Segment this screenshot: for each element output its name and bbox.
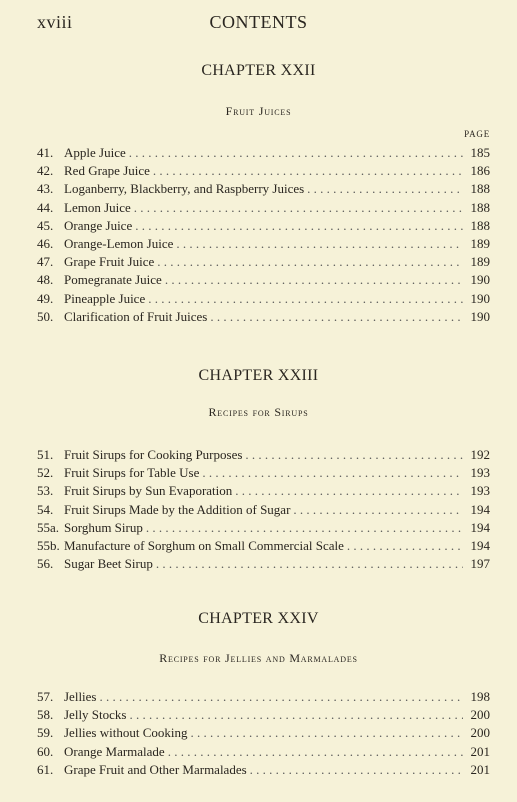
page-column-heading: PAGE [464, 129, 490, 139]
entry-page: 201 [470, 761, 490, 777]
toc-entry [37, 537, 490, 555]
dot-leader [129, 706, 463, 724]
entry-title: Pomegranate Juice [64, 272, 162, 288]
toc-entry [37, 519, 490, 537]
entry-title: Jellies without Cooking [64, 725, 188, 741]
toc-entry [37, 199, 490, 217]
entry-number: 44. [37, 199, 54, 215]
entry-number: 43. [37, 181, 54, 197]
dot-leader [135, 217, 463, 235]
running-title: CONTENTS [209, 12, 308, 32]
entry-page: 194 [470, 519, 490, 535]
chapter-heading: CHAPTER XXIII [198, 367, 319, 384]
toc-entry [37, 162, 490, 180]
entry-number: 45. [37, 217, 54, 233]
dot-leader [153, 162, 463, 180]
entry-number: 56. [37, 556, 54, 572]
dot-leader [165, 271, 463, 289]
dot-leader [202, 464, 463, 482]
entry-title: Sugar Beet Sirup [64, 556, 153, 572]
chapter-subtitle: Recipes for Sirups [208, 405, 309, 419]
entry-number: 61. [37, 761, 54, 777]
entry-title: Jellies [64, 689, 97, 704]
entry-title: Fruit Sirups for Cooking Purposes [64, 447, 243, 462]
toc-entry [37, 482, 490, 500]
chapter-heading: CHAPTER XXIV [198, 610, 319, 627]
entry-number: 57. [37, 689, 54, 704]
toc-entry [37, 253, 490, 271]
entry-page: 185 [470, 145, 490, 160]
entry-title: Lemon Juice [64, 199, 131, 215]
entry-page: 188 [470, 199, 490, 215]
dot-leader [176, 235, 463, 253]
toc-entry [37, 446, 490, 464]
chapter-subtitle: Fruit Juices [225, 104, 292, 118]
entry-number: 50. [37, 308, 54, 324]
entry-page: 193 [470, 483, 490, 499]
dot-leader [134, 199, 463, 217]
entry-number: 58. [37, 707, 54, 723]
entry-title: Apple Juice [64, 145, 126, 160]
toc-entry [37, 144, 490, 162]
toc-entry [37, 180, 490, 198]
dot-leader [250, 761, 463, 779]
entry-title: Sorghum Sirup [64, 519, 143, 535]
entry-number: 47. [37, 254, 54, 270]
entry-title: Orange Juice [64, 217, 133, 233]
dot-leader [210, 308, 463, 326]
toc-entry [37, 235, 490, 253]
dot-leader [347, 537, 463, 555]
entry-number: 41. [37, 145, 54, 160]
entry-number: 48. [37, 272, 54, 288]
entry-title: Fruit Sirups Made by the Addition of Sugar [64, 501, 291, 517]
toc-entry [37, 761, 490, 779]
toc-entry [37, 724, 490, 742]
entry-title: Loganberry, Blackberry, and Raspberry Juices [64, 181, 305, 197]
entry-title: Red Grape Juice [64, 163, 150, 179]
dot-leader [307, 180, 463, 198]
entry-title: Fruit Sirups by Sun Evaporation [64, 483, 233, 499]
entry-page: 190 [470, 308, 490, 324]
dot-leader [235, 482, 463, 500]
toc-entry [37, 217, 490, 235]
entry-number: 49. [37, 290, 54, 306]
entry-title: Grape Fruit Juice [64, 254, 155, 270]
entry-page: 201 [470, 743, 490, 759]
dot-leader [245, 446, 463, 464]
dot-leader [129, 144, 463, 162]
entry-page: 186 [470, 163, 490, 179]
dot-leader [156, 555, 463, 573]
entry-title: Manufacture of Sorghum on Small Commercial Scale [64, 537, 344, 553]
toc-entry [37, 555, 490, 573]
entry-page: 188 [470, 217, 490, 233]
entry-page: 188 [470, 181, 490, 197]
entry-page: 190 [470, 272, 490, 288]
dot-leader [148, 290, 463, 308]
entry-number: 59. [37, 725, 54, 741]
entry-title: Clarification of Fruit Juices [64, 308, 208, 324]
entry-number: 51. [37, 447, 54, 462]
toc-entry [37, 706, 490, 724]
chapter-subtitle: Recipes for Jellies and Marmalades [159, 651, 358, 665]
entry-number: 55a. [37, 519, 60, 535]
page-number: xviii [37, 12, 73, 32]
entry-page: 189 [470, 254, 490, 270]
chapter-heading: CHAPTER XXII [201, 62, 316, 79]
dot-leader [168, 743, 463, 761]
entry-page: 193 [470, 465, 490, 481]
toc-list [37, 446, 490, 573]
entry-page: 192 [470, 447, 490, 462]
entry-title: Orange Marmalade [64, 743, 165, 759]
dot-leader [191, 724, 464, 742]
entry-number: 46. [37, 235, 54, 251]
entry-page: 194 [470, 537, 490, 553]
entry-page: 198 [470, 689, 490, 704]
page-header [0, 12, 517, 36]
dot-leader [146, 519, 463, 537]
entry-title: Fruit Sirups for Table Use [64, 465, 200, 481]
entry-number: 53. [37, 483, 54, 499]
entry-number: 54. [37, 501, 54, 517]
dot-leader [293, 501, 463, 519]
entry-page: 200 [470, 725, 490, 741]
entry-page: 197 [470, 556, 490, 572]
toc-entry [37, 290, 490, 308]
entry-page: 194 [470, 501, 490, 517]
dot-leader [100, 688, 464, 706]
toc-entry [37, 308, 490, 326]
toc-entry [37, 464, 490, 482]
toc-list [37, 144, 490, 326]
entry-title: Pineapple Juice [64, 290, 146, 306]
entry-number: 60. [37, 743, 54, 759]
entry-title: Grape Fruit and Other Marmalades [64, 761, 247, 777]
toc-entry [37, 501, 490, 519]
entry-title: Jelly Stocks [64, 707, 127, 723]
toc-entry [37, 688, 490, 706]
toc-entry [37, 743, 490, 761]
toc-entry [37, 271, 490, 289]
toc-list [37, 688, 490, 779]
entry-number: 42. [37, 163, 54, 179]
entry-page: 200 [470, 707, 490, 723]
entry-number: 52. [37, 465, 54, 481]
entry-page: 189 [470, 235, 490, 251]
entry-page: 190 [470, 290, 490, 306]
entry-title: Orange-Lemon Juice [64, 235, 174, 251]
entry-number: 55b. [37, 537, 60, 553]
dot-leader [157, 253, 463, 271]
